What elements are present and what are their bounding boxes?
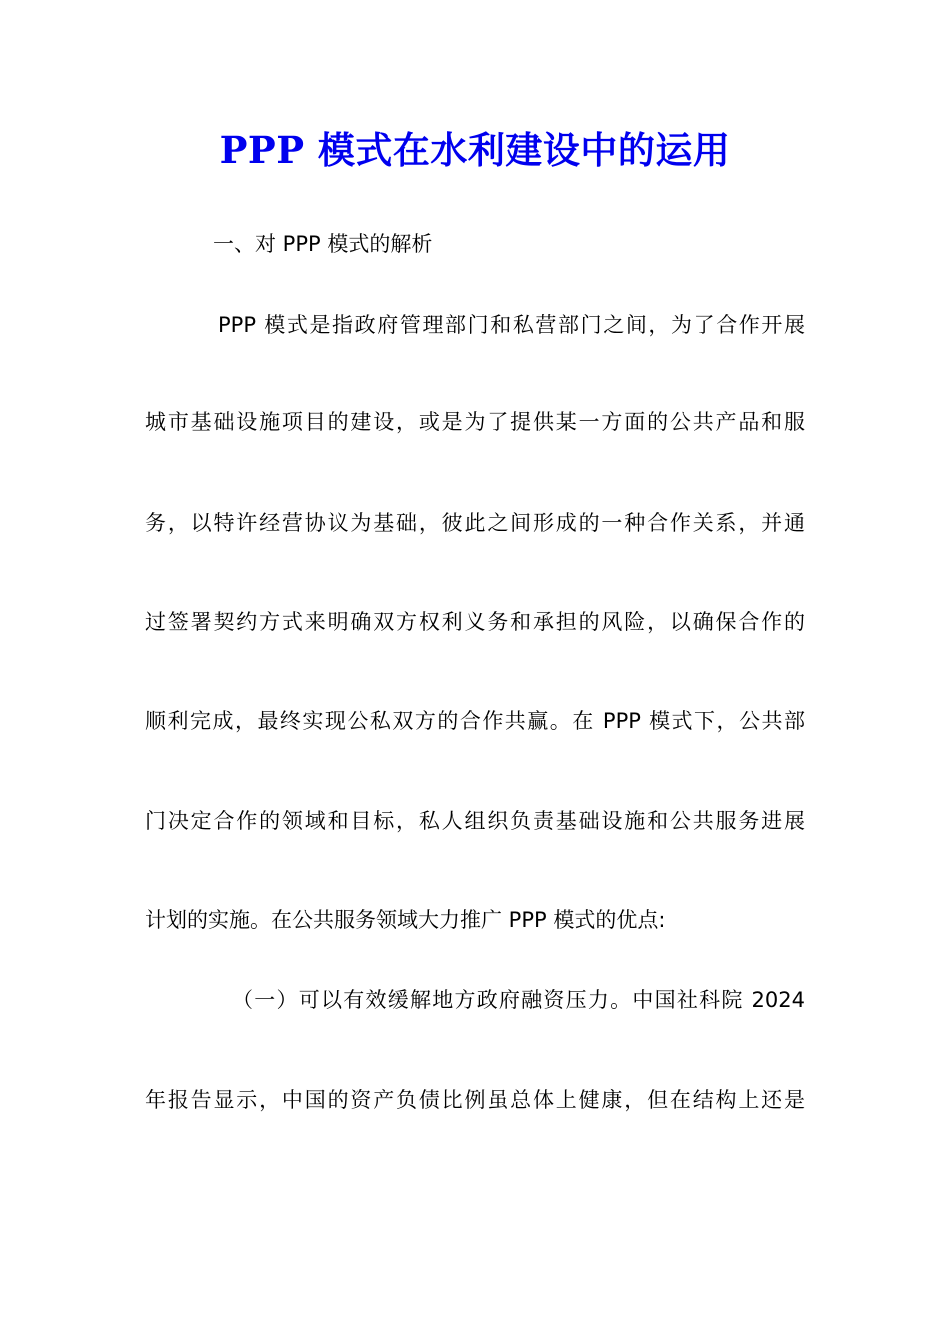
paragraph-line: 城市基础设施项目的建设，或是为了提供某一方面的公共产品和服	[145, 410, 805, 434]
paragraph-line: 顺利完成，最终实现公私双方的合作共赢。在 PPP 模式下，公共部	[145, 709, 805, 733]
paragraph-line: 务，以特许经营协议为基础，彼此之间形成的一种合作关系，并通	[145, 511, 805, 535]
paragraph-line: 计划的实施。在公共服务领域大力推广 PPP 模式的优点:	[145, 908, 666, 932]
paragraph-line: 门决定合作的领域和目标，私人组织负责基础设施和公共服务进展	[145, 809, 805, 833]
paragraph-line: 年报告显示，中国的资产负债比例虽总体上健康，但在结构上还是	[145, 1088, 805, 1112]
section-heading: 一、对 PPP 模式的解析	[213, 232, 433, 256]
paragraph-line: （一）可以有效缓解地方政府融资压力。中国社科院 2024	[232, 988, 805, 1012]
document-title: PPP 模式在水利建设中的运用	[219, 128, 731, 172]
paragraph-line: 过签署契约方式来明确双方权利义务和承担的风险，以确保合作的	[145, 610, 805, 634]
paragraph-line: PPP 模式是指政府管理部门和私营部门之间，为了合作开展	[218, 313, 805, 337]
